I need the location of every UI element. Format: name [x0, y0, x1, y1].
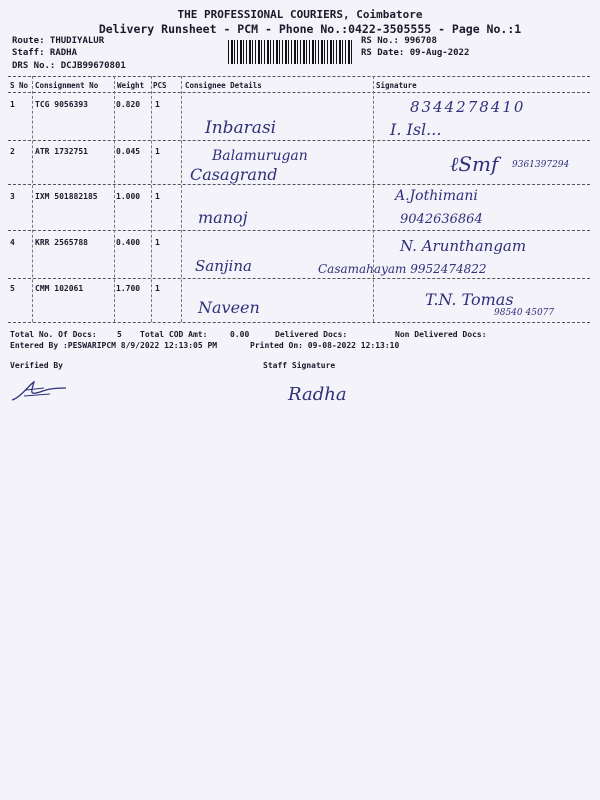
- consignee-handwriting: manoj: [198, 208, 248, 227]
- non-delivered-docs-label: Non Delivered Docs:: [395, 330, 487, 339]
- signature-handwriting: 9361397294: [512, 160, 570, 170]
- total-cod-label: Total COD Amt:: [140, 330, 208, 339]
- column-divider: [32, 76, 33, 322]
- column-divider: [373, 76, 374, 322]
- row-pcs: 1: [155, 192, 160, 201]
- total-cod-value: 0.00: [230, 330, 250, 339]
- col-header-weight: Weight: [117, 81, 145, 90]
- row-consignment: TCG 9056393: [35, 100, 88, 109]
- signature-handwriting: A.Jothimani: [395, 188, 478, 204]
- row-pcs: 1: [155, 284, 160, 293]
- row-weight: 0.045: [116, 147, 141, 156]
- signature-handwriting: T.N. Tomas: [425, 290, 514, 309]
- total-docs-value: 5: [117, 330, 122, 339]
- barcode: [228, 40, 352, 64]
- total-docs-label: Total No. Of Docs:: [10, 330, 97, 339]
- staff-label: Staff: RADHA: [12, 48, 78, 58]
- row-sno: 4: [10, 238, 15, 247]
- row-pcs: 1: [155, 147, 160, 156]
- consignee-handwriting: Casagrand: [190, 165, 278, 184]
- table-bottom-rule: [8, 322, 590, 323]
- row-sno: 1: [10, 100, 15, 109]
- verifier-signature: [10, 378, 70, 404]
- document-title: THE PROFESSIONAL COURIERS, Coimbatore: [177, 8, 423, 21]
- row-consignment: KRR 2565788: [35, 238, 88, 247]
- row-consignment: ATR 1732751: [35, 147, 88, 156]
- row-sno: 5: [10, 284, 15, 293]
- column-divider: [114, 76, 115, 322]
- row-sno: 2: [10, 147, 15, 156]
- staff-signature-label: Staff Signature: [263, 361, 336, 370]
- col-header-signature: Signature: [376, 81, 417, 90]
- column-divider: [151, 76, 152, 322]
- col-header-pcs: PCS: [153, 81, 167, 90]
- verified-by-label: Verified By: [10, 361, 63, 370]
- row-weight: 0.400: [116, 238, 141, 247]
- signature-handwriting: Casamahayam 9952474822: [318, 262, 487, 276]
- rs-date: RS Date: 09-Aug-2022: [361, 48, 470, 58]
- signature-handwriting: 98540 45077: [494, 308, 555, 318]
- col-header-sno: S No: [10, 81, 29, 90]
- row-divider: [8, 140, 590, 141]
- col-header-consignment: Consignment No: [35, 81, 99, 90]
- signature-handwriting: 8344278410: [410, 98, 526, 116]
- delivered-docs-label: Delivered Docs:: [275, 330, 348, 339]
- row-weight: 1.700: [116, 284, 141, 293]
- table-top-rule: [8, 76, 590, 77]
- row-pcs: 1: [155, 238, 160, 247]
- rs-number: RS No.: 996708: [361, 36, 437, 46]
- table-header-rule: [8, 92, 590, 93]
- staff-signature-handwriting: Radha: [288, 384, 347, 405]
- row-weight: 1.000: [116, 192, 141, 201]
- consignee-handwriting: Sanjina: [195, 257, 252, 275]
- row-pcs: 1: [155, 100, 160, 109]
- row-consignment: IXM 501882185: [35, 192, 98, 201]
- drs-number: DRS No.: DCJB99670801: [12, 61, 126, 71]
- row-sno: 3: [10, 192, 15, 201]
- row-weight: 0.820: [116, 100, 141, 109]
- row-divider: [8, 184, 590, 185]
- printed-on: Printed On: 09-08-2022 12:13:10: [250, 341, 400, 350]
- signature-handwriting: 9042636864: [400, 212, 483, 227]
- row-consignment: CMM 102061: [35, 284, 84, 293]
- signature-handwriting: N. Arunthangam: [400, 237, 527, 255]
- row-divider: [8, 278, 590, 279]
- consignee-handwriting: Balamurugan: [212, 148, 308, 164]
- consignee-handwriting: Naveen: [198, 298, 260, 317]
- entered-by: Entered By :PESWARIPCM 8/9/2022 12:13:05 PM: [10, 341, 218, 350]
- column-divider: [181, 76, 182, 322]
- consignee-handwriting: Inbarasi: [205, 118, 277, 138]
- row-divider: [8, 230, 590, 231]
- signature-scribble: ℓSmf: [450, 152, 499, 176]
- col-header-consignee: Consignee Details: [185, 81, 262, 90]
- document-subtitle: Delivery Runsheet - PCM - Phone No.:0422-3505555 - Page No.:1: [98, 22, 522, 36]
- signature-handwriting: I. Isl...: [390, 120, 442, 139]
- route-label: Route: THUDIYALUR: [12, 36, 105, 46]
